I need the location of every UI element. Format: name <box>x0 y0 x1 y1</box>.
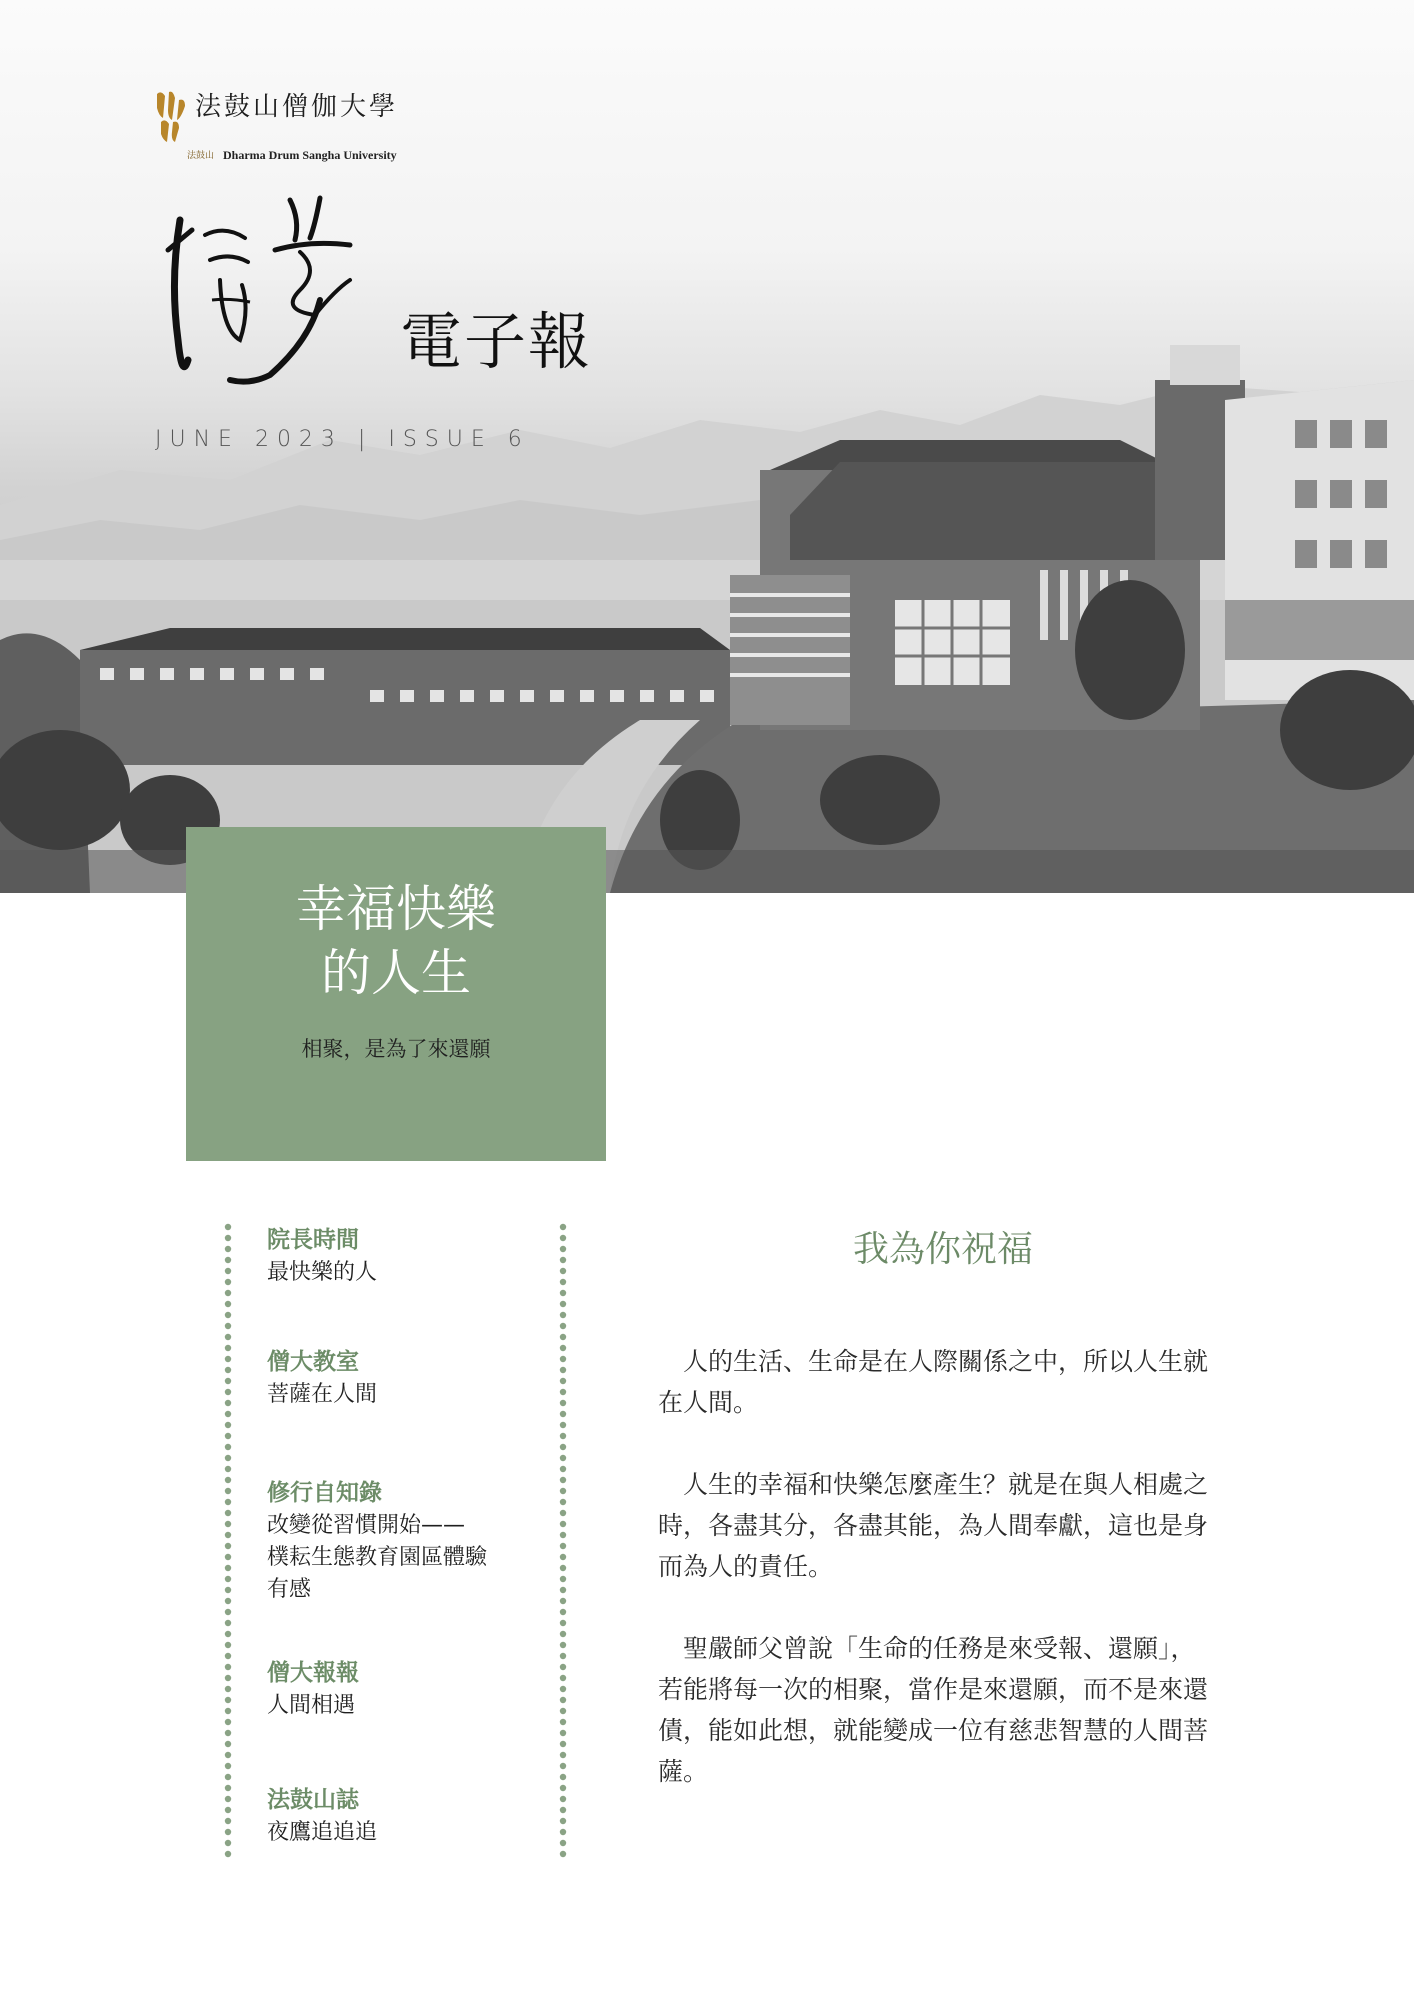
toc-heading: 院長時間 <box>267 1227 359 1253</box>
divider-dot <box>225 1697 231 1703</box>
article-paragraph: 人的生活、生命是在人際關係之中，所以人生就在人間。 <box>658 1347 1209 1417</box>
divider-dot <box>560 1301 566 1307</box>
divider-dot <box>560 1466 566 1472</box>
divider-dot <box>225 1411 231 1417</box>
article-paragraph: 人生的幸福和快樂怎麼產生？就是在與人相處之時，各盡其分，各盡其能，為人間奉獻，這也是身而為人的責任。 <box>658 1470 1209 1581</box>
divider-dot <box>560 1829 566 1835</box>
divider-dot <box>560 1708 566 1714</box>
divider-dot <box>225 1763 231 1769</box>
divider-dot <box>560 1565 566 1571</box>
divider-dot <box>225 1356 231 1362</box>
dotted-divider <box>224 1223 232 1863</box>
divider-dot <box>225 1367 231 1373</box>
divider-dot <box>560 1356 566 1362</box>
divider-dot <box>225 1609 231 1615</box>
divider-dot <box>225 1345 231 1351</box>
university-english-name: Dharma Drum Sangha University <box>223 148 397 162</box>
article-body <box>658 1341 1218 1792</box>
divider-dot <box>225 1774 231 1780</box>
divider-dot <box>560 1323 566 1329</box>
divider-dot <box>560 1235 566 1241</box>
divider-dot <box>225 1246 231 1252</box>
divider-dot <box>560 1378 566 1384</box>
divider-dot <box>225 1444 231 1450</box>
divider-dot <box>225 1499 231 1505</box>
divider-dot <box>225 1675 231 1681</box>
masthead-calligraphy-logo <box>150 190 380 390</box>
divider-dot <box>225 1532 231 1538</box>
divider-dot <box>560 1587 566 1593</box>
divider-dot <box>225 1851 231 1857</box>
divider-dot <box>225 1598 231 1604</box>
divider-dot <box>560 1422 566 1428</box>
divider-dot <box>225 1818 231 1824</box>
feature-subtitle: 相聚，是為了來還願 <box>301 1037 491 1061</box>
divider-dot <box>560 1686 566 1692</box>
toc-title: 菩薩在人間 <box>267 1382 378 1407</box>
toc-heading: 法鼓山誌 <box>267 1787 359 1813</box>
divider-dot <box>560 1433 566 1439</box>
newsletter-title: 電子報 <box>400 305 593 378</box>
divider-dot <box>225 1279 231 1285</box>
divider-dot <box>225 1268 231 1274</box>
divider-dot <box>560 1763 566 1769</box>
divider-dot <box>225 1400 231 1406</box>
article-paragraph: 聖嚴師父曾說「生命的任務是來受報、還願」，若能將每一次的相聚，當作是來還願，而不是來還債，能如此想，就能變成一位有慈悲智慧的人間菩薩。 <box>658 1634 1209 1786</box>
divider-dot <box>560 1499 566 1505</box>
divider-dot <box>560 1752 566 1758</box>
feature-title-line: 幸福快樂 <box>296 880 496 938</box>
divider-dot <box>560 1653 566 1659</box>
divider-dot <box>560 1719 566 1725</box>
divider-dot <box>225 1301 231 1307</box>
divider-dot <box>560 1521 566 1527</box>
divider-dot <box>225 1730 231 1736</box>
divider-dot <box>560 1664 566 1670</box>
divider-dot <box>560 1477 566 1483</box>
toc-item[interactable] <box>267 1345 377 1411</box>
divider-dot <box>560 1609 566 1615</box>
divider-dot <box>225 1708 231 1714</box>
divider-dot <box>560 1807 566 1813</box>
toc-title: 樸耘生態教育園區體驗 <box>267 1545 488 1570</box>
divider-dot <box>560 1532 566 1538</box>
divider-dot <box>560 1224 566 1230</box>
divider-dot <box>225 1664 231 1670</box>
divider-dot <box>225 1521 231 1527</box>
divider-dot <box>225 1422 231 1428</box>
divider-dot <box>560 1345 566 1351</box>
divider-dot <box>225 1686 231 1692</box>
divider-dot <box>560 1785 566 1791</box>
divider-dot <box>560 1312 566 1318</box>
divider-dot <box>225 1290 231 1296</box>
divider-dot <box>225 1477 231 1483</box>
divider-dot <box>225 1576 231 1582</box>
article <box>658 1225 1218 1833</box>
divider-dot <box>560 1367 566 1373</box>
toc-title: 夜鷹追追追 <box>267 1820 378 1845</box>
article-title: 我為你祝福 <box>852 1229 1033 1270</box>
divider-dot <box>225 1488 231 1494</box>
divider-dot <box>225 1587 231 1593</box>
divider-dot <box>225 1752 231 1758</box>
divider-dot <box>225 1829 231 1835</box>
divider-dot <box>225 1620 231 1626</box>
divider-dot <box>225 1378 231 1384</box>
toc-title: 人間相遇 <box>267 1693 356 1718</box>
divider-dot <box>560 1411 566 1417</box>
divider-dot <box>560 1543 566 1549</box>
divider-dot <box>225 1455 231 1461</box>
divider-dot <box>225 1312 231 1318</box>
divider-dot <box>560 1774 566 1780</box>
divider-dot <box>560 1730 566 1736</box>
divider-dot <box>225 1653 231 1659</box>
logo-small-mark: 法鼓山 <box>187 151 215 161</box>
divider-dot <box>225 1642 231 1648</box>
toc-item[interactable] <box>267 1476 487 1606</box>
divider-dot <box>560 1631 566 1637</box>
toc-heading: 僧大教室 <box>267 1349 359 1375</box>
divider-dot <box>225 1807 231 1813</box>
divider-dot <box>560 1488 566 1494</box>
feature-title <box>186 877 606 1005</box>
divider-dot <box>560 1279 566 1285</box>
divider-dot <box>560 1334 566 1340</box>
divider-dot <box>225 1235 231 1241</box>
divider-dot <box>560 1257 566 1263</box>
divider-dot <box>560 1796 566 1802</box>
divider-dot <box>225 1466 231 1472</box>
divider-dot <box>560 1510 566 1516</box>
divider-dot <box>560 1818 566 1824</box>
dotted-divider <box>559 1223 567 1863</box>
divider-dot <box>560 1290 566 1296</box>
toc-item[interactable] <box>267 1783 377 1849</box>
divider-dot <box>225 1631 231 1637</box>
divider-dot <box>225 1554 231 1560</box>
divider-dot <box>225 1741 231 1747</box>
divider-dot <box>560 1741 566 1747</box>
divider-dot <box>225 1389 231 1395</box>
dharma-drum-logo-icon <box>155 88 191 144</box>
divider-dot <box>560 1840 566 1846</box>
divider-dot <box>225 1719 231 1725</box>
divider-dot <box>225 1257 231 1263</box>
divider-dot <box>560 1444 566 1450</box>
table-of-contents <box>205 1223 580 1863</box>
divider-dot <box>225 1840 231 1846</box>
divider-dot <box>560 1851 566 1857</box>
divider-dot <box>225 1433 231 1439</box>
divider-dot <box>560 1246 566 1252</box>
divider-dot <box>225 1323 231 1329</box>
divider-dot <box>225 1796 231 1802</box>
divider-dot <box>225 1224 231 1230</box>
divider-dot <box>560 1675 566 1681</box>
divider-dot <box>560 1268 566 1274</box>
divider-dot <box>560 1598 566 1604</box>
toc-item[interactable] <box>267 1656 359 1722</box>
divider-dot <box>225 1510 231 1516</box>
feature-box <box>186 827 606 1161</box>
divider-dot <box>560 1620 566 1626</box>
toc-heading: 僧大報報 <box>267 1660 359 1686</box>
divider-dot <box>225 1543 231 1549</box>
divider-dot <box>560 1400 566 1406</box>
divider-dot <box>560 1455 566 1461</box>
divider-dot <box>225 1565 231 1571</box>
toc-title: 有感 <box>267 1577 312 1602</box>
divider-dot <box>560 1697 566 1703</box>
toc-heading: 修行自知錄 <box>267 1480 382 1506</box>
divider-dot <box>560 1554 566 1560</box>
issue-date-line: JUNE 2023 | ISSUE 6 <box>155 427 530 452</box>
divider-dot <box>560 1576 566 1582</box>
feature-title-line: 的人生 <box>321 944 471 1002</box>
university-chinese-name: 法鼓山僧伽大學 <box>195 92 399 122</box>
toc-item[interactable] <box>267 1223 377 1289</box>
divider-dot <box>225 1785 231 1791</box>
divider-dot <box>225 1334 231 1340</box>
divider-dot <box>560 1389 566 1395</box>
toc-title: 改變從習慣開始—— <box>267 1513 466 1538</box>
divider-dot <box>560 1642 566 1648</box>
toc-title: 最快樂的人 <box>267 1260 378 1285</box>
